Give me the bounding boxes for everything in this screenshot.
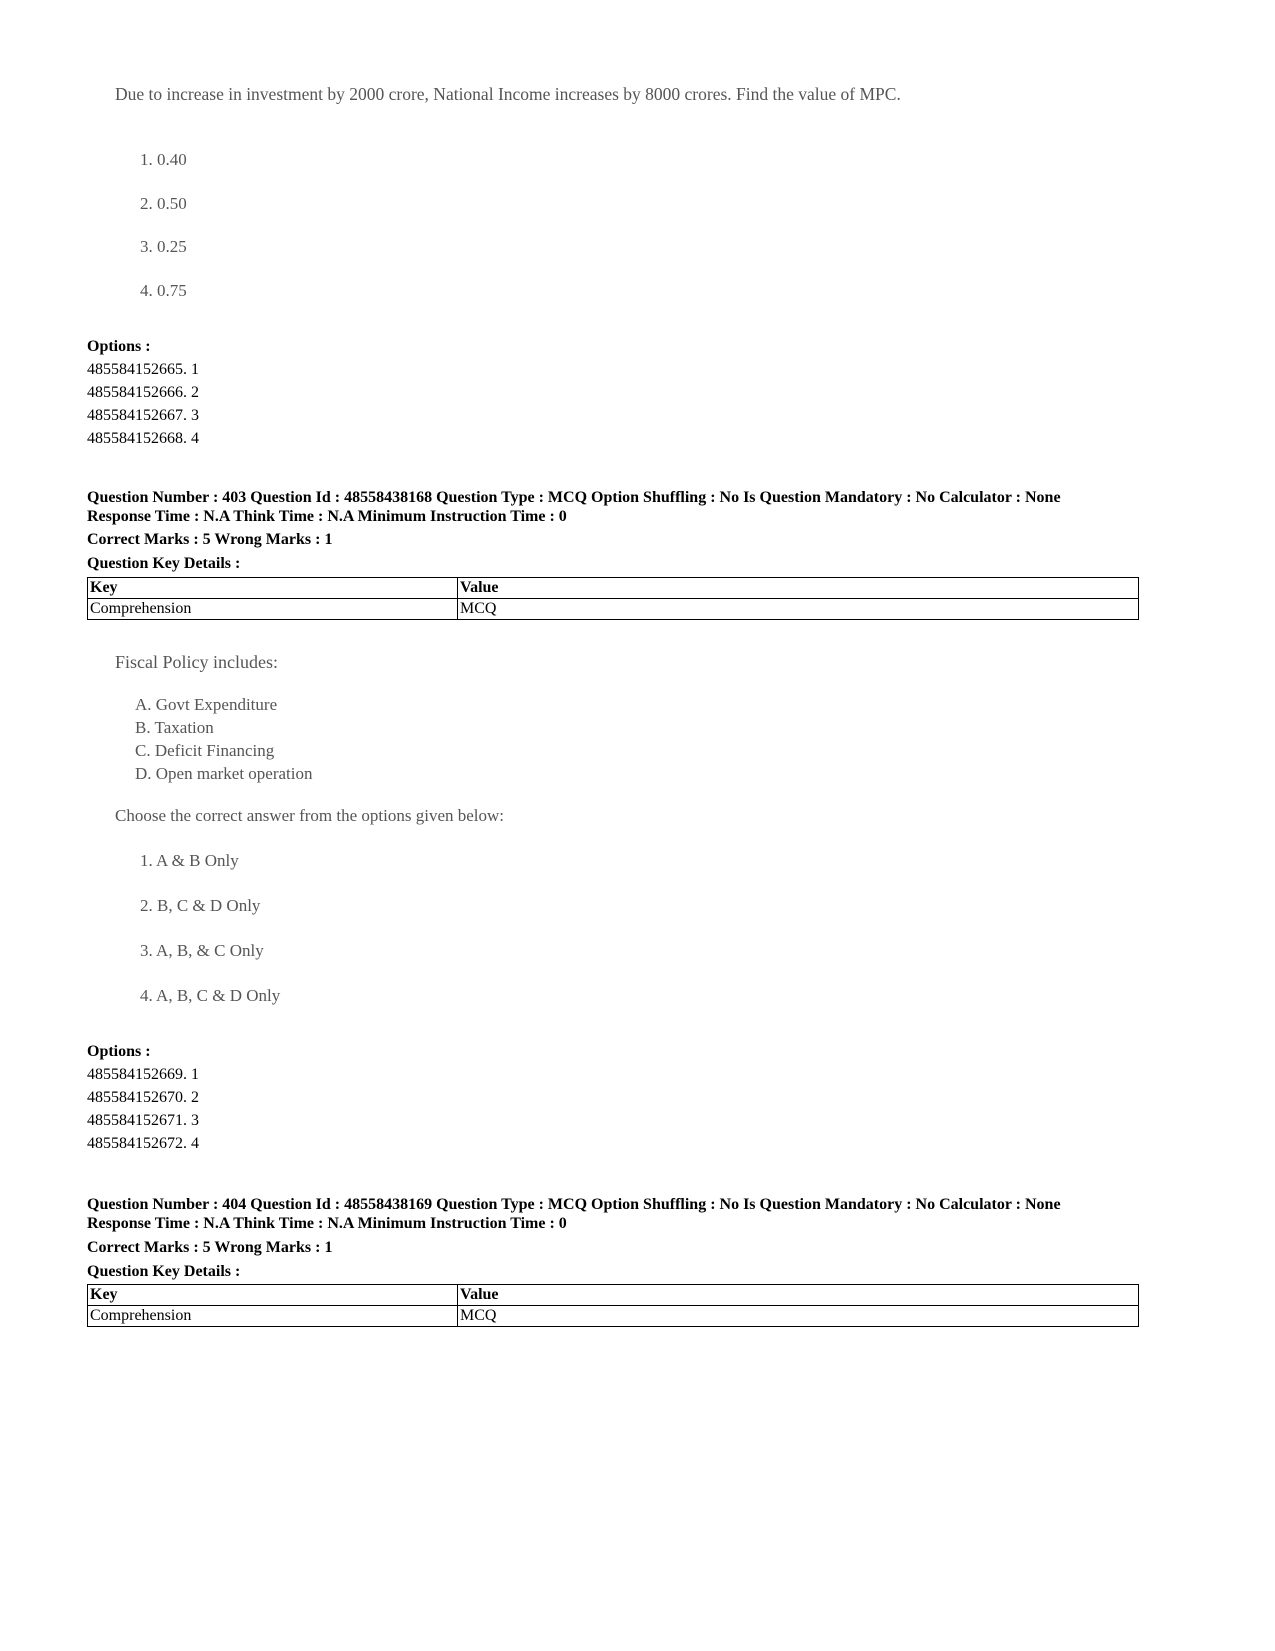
- table-header-value: Value: [458, 578, 1139, 599]
- choice-2: 2. B, C & D Only: [140, 896, 261, 915]
- option-id: 485584152665. 1: [87, 361, 199, 378]
- statement-d: D. Open market operation: [135, 764, 313, 783]
- question-header: Question Number : 404 Question Id : 48558438169 Question Type : MCQ Option Shuffling : No Is Question Mandatory : No Calculator : None: [87, 1196, 1061, 1213]
- options-label: Options :: [87, 1043, 151, 1060]
- option-id: 485584152666. 2: [87, 384, 199, 401]
- question-stem: Fiscal Policy includes:: [115, 652, 278, 672]
- key-details-table: [87, 1284, 1139, 1327]
- choice-4: 4. 0.75: [140, 281, 187, 300]
- table-cell-key: Comprehension: [88, 1306, 458, 1327]
- statement-b: B. Taxation: [135, 718, 214, 737]
- options-label: Options :: [87, 338, 151, 355]
- question-instruction: Choose the correct answer from the options given below:: [115, 806, 505, 825]
- key-details-label: Question Key Details :: [87, 1263, 241, 1280]
- option-id: 485584152670. 2: [87, 1089, 199, 1106]
- table-cell-value: MCQ: [458, 1306, 1139, 1327]
- question-marks: Correct Marks : 5 Wrong Marks : 1: [87, 1239, 333, 1256]
- option-id: 485584152668. 4: [87, 430, 199, 447]
- question-stem: Due to increase in investment by 2000 crore, National Income increases by 8000 crores. Find the value of MPC.: [115, 84, 901, 104]
- question-timing: Response Time : N.A Think Time : N.A Minimum Instruction Time : 0: [87, 1215, 567, 1232]
- option-id: 485584152667. 3: [87, 407, 199, 424]
- table-cell-key: Comprehension: [88, 599, 458, 620]
- table-header-key: Key: [88, 578, 458, 599]
- option-id: 485584152671. 3: [87, 1112, 199, 1129]
- table-header-key: Key: [88, 1285, 458, 1306]
- choice-3: 3. 0.25: [140, 237, 187, 256]
- option-id: 485584152669. 1: [87, 1066, 199, 1083]
- table-cell-value: MCQ: [458, 599, 1139, 620]
- statement-c: C. Deficit Financing: [135, 741, 275, 760]
- question-header: Question Number : 403 Question Id : 48558438168 Question Type : MCQ Option Shuffling : No Is Question Mandatory : No Calculator : None: [87, 489, 1061, 506]
- choice-3: 3. A, B, & C Only: [140, 941, 264, 960]
- choice-1: 1. 0.40: [140, 150, 187, 169]
- choice-1: 1. A & B Only: [140, 851, 239, 870]
- key-details-table: [87, 577, 1139, 620]
- statement-a: A. Govt Expenditure: [135, 695, 278, 714]
- question-marks: Correct Marks : 5 Wrong Marks : 1: [87, 531, 333, 548]
- option-id: 485584152672. 4: [87, 1135, 199, 1152]
- question-timing: Response Time : N.A Think Time : N.A Minimum Instruction Time : 0: [87, 508, 567, 525]
- key-details-label: Question Key Details :: [87, 555, 241, 572]
- table-header-value: Value: [458, 1285, 1139, 1306]
- choice-4: 4. A, B, C & D Only: [140, 986, 281, 1005]
- choice-2: 2. 0.50: [140, 194, 187, 213]
